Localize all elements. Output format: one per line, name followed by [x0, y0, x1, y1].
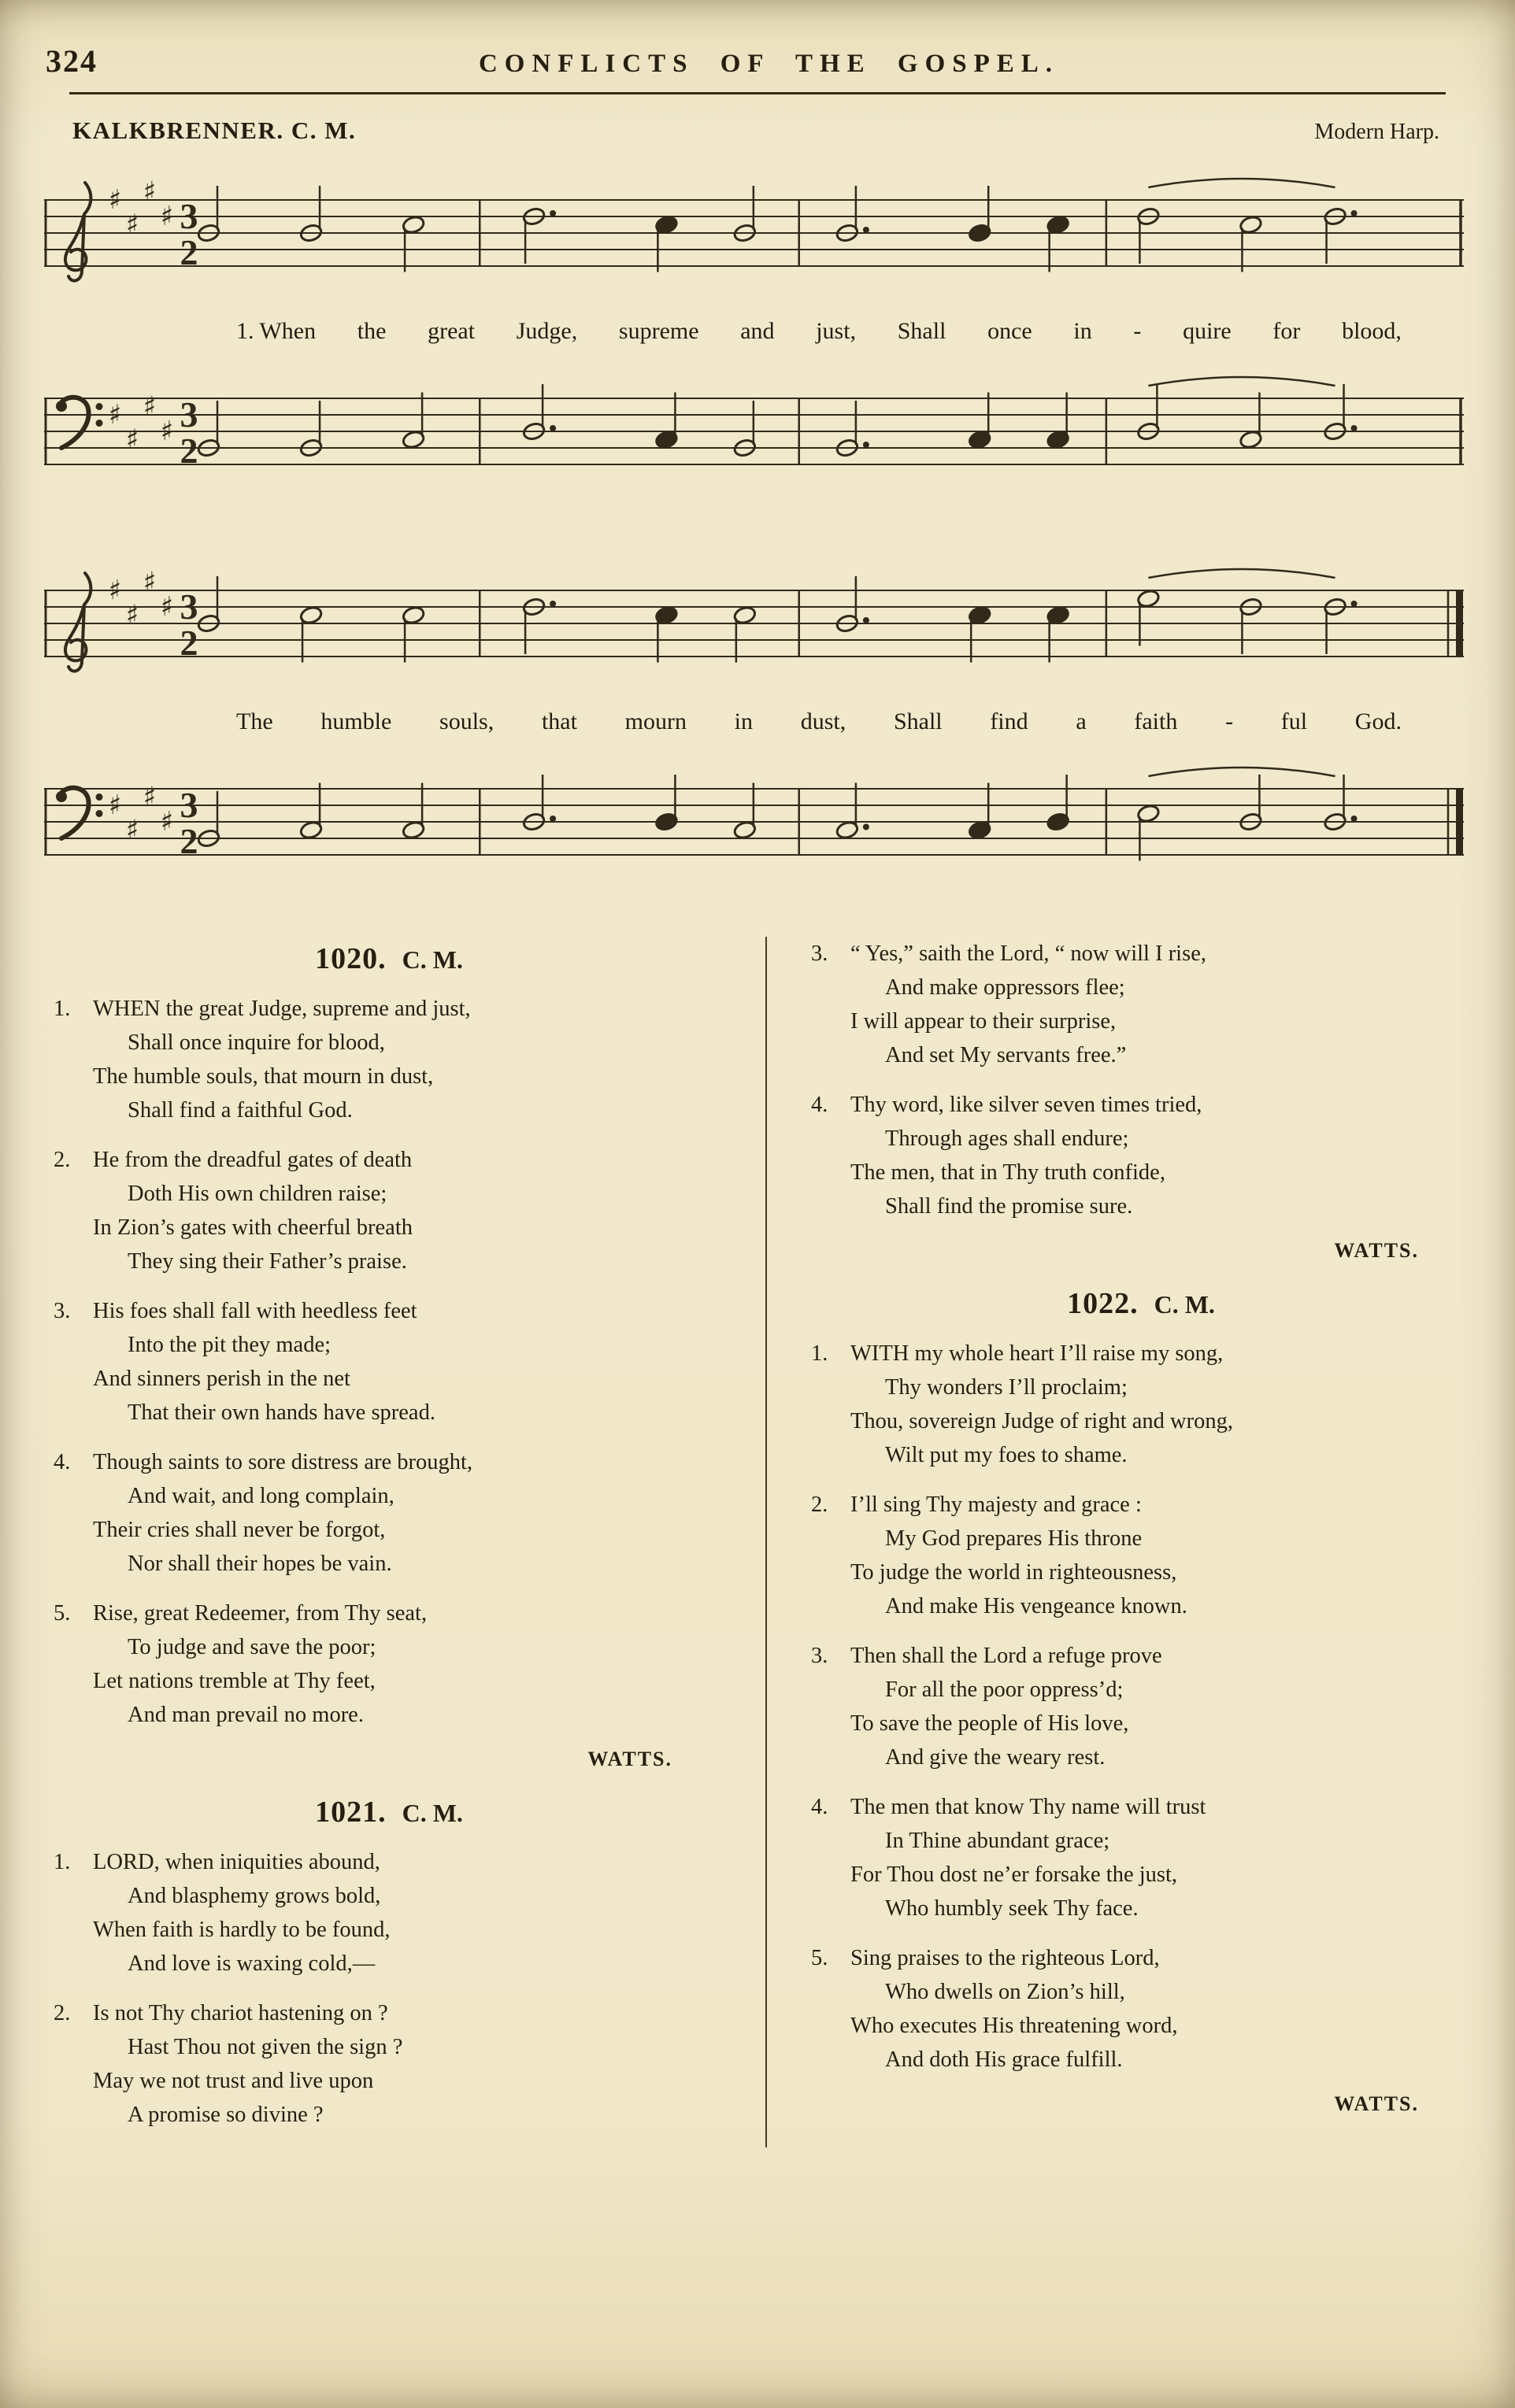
hymn-verse — [49, 1596, 729, 1732]
hymn-number: 1021. — [315, 1796, 387, 1829]
svg-text:♯: ♯ — [143, 781, 157, 813]
verse-number: 2. — [54, 2001, 71, 2025]
verse-number: 4. — [811, 1093, 828, 1117]
lyric-word: blood, — [1342, 318, 1402, 344]
hymn-meter: C. M. — [402, 1799, 463, 1827]
verse-line: LORD, when iniquities abound, — [93, 1850, 380, 1874]
verse-number: 1. — [54, 997, 71, 1021]
svg-text:3: 3 — [180, 586, 198, 627]
hymn-verse — [49, 992, 729, 1127]
hymn-heading — [49, 1795, 729, 1829]
verse-line: May we not trust and live upon — [93, 2069, 374, 2093]
verse-line: I will appear to their surprise, — [850, 1009, 1117, 1034]
attribution: WATTS. — [1334, 1239, 1419, 1262]
verse-line: A promise so divine ? — [128, 2103, 324, 2127]
lyric-word: great — [428, 318, 476, 344]
verse-line: And set My servants free.” — [885, 1043, 1127, 1067]
hymn-text-area — [0, 937, 1515, 2147]
verse-line: Through ages shall endure; — [885, 1126, 1129, 1151]
verse-line: Thou, sovereign Judge of right and wrong, — [850, 1409, 1233, 1433]
verse-line: Rise, great Redeemer, from Thy seat, — [93, 1601, 428, 1626]
verse-line: Sing praises to the righteous Lord, — [850, 1946, 1160, 1970]
hymn-verse — [49, 1143, 729, 1278]
hymn-number: 1022. — [1067, 1287, 1139, 1320]
verse-line: And wait, and long complain, — [128, 1484, 394, 1508]
verse-number: 3. — [811, 941, 828, 966]
hymn-verse — [49, 1294, 729, 1430]
svg-text:3: 3 — [180, 196, 198, 236]
verse-line: And sinners perish in the net — [93, 1367, 350, 1391]
verse-line: Thy wonders I’ll proclaim; — [885, 1375, 1128, 1400]
verse-line: Doth His own children raise; — [128, 1182, 387, 1206]
lyric-word: Shall — [897, 318, 946, 344]
verse-line: Then shall the Lord a refuge prove — [850, 1644, 1162, 1668]
verse-line: And make His vengeance known. — [885, 1594, 1187, 1618]
lyric-word: quire — [1183, 318, 1232, 344]
page-number: 324 — [46, 43, 98, 79]
lyric-word: The — [236, 708, 273, 734]
verse-line: “ Yes,” saith the Lord, “ now will I rise, — [850, 941, 1206, 966]
music-system-1 — [39, 156, 1477, 512]
verse-line: Let nations tremble at Thy feet, — [93, 1669, 376, 1693]
hymn-column-left — [49, 937, 765, 2147]
verse-line: In Zion’s gates with cheerful breath — [93, 1215, 413, 1240]
hymn-verse — [806, 1639, 1476, 1774]
hymn-column-right — [765, 937, 1482, 2147]
hymn-verse — [806, 1488, 1476, 1623]
lyric-word: Shall — [893, 708, 943, 734]
verse-number: 1. — [811, 1341, 828, 1366]
svg-text:♯: ♯ — [160, 201, 174, 232]
svg-text:♯: ♯ — [160, 591, 174, 623]
svg-text:3: 3 — [180, 785, 198, 825]
verse-line: The humble souls, that mourn in dust, — [93, 1064, 434, 1089]
verse-line: He from the dreadful gates of death — [93, 1148, 413, 1172]
svg-text:♯: ♯ — [160, 416, 174, 447]
verse-number: 1. — [54, 1850, 71, 1874]
verse-line: My God prepares His throne — [885, 1526, 1143, 1551]
music-notation — [0, 145, 1515, 902]
attribution: WATTS. — [1334, 2092, 1419, 2115]
tune-title: KALKBRENNER. C. M. — [72, 117, 357, 144]
verse-line: And man prevail no more. — [128, 1703, 364, 1727]
hymn-heading — [806, 1286, 1476, 1321]
verse-number: 2. — [54, 1148, 71, 1172]
svg-text:♯: ♯ — [108, 184, 122, 216]
verse-line: And love is waxing cold,— — [128, 1951, 376, 1976]
hymn-verse — [806, 937, 1476, 1072]
verse-number: 3. — [811, 1644, 828, 1668]
running-header: CONFLICTS OF THE GOSPEL. — [478, 50, 1060, 78]
verse-line: WITH my whole heart I’ll raise my song, — [850, 1341, 1224, 1366]
svg-text:♯: ♯ — [108, 790, 122, 821]
lyric-word: humble — [320, 708, 392, 734]
verse-line: The men that know Thy name will trust — [850, 1795, 1206, 1819]
lyric-word: just, — [816, 318, 857, 344]
verse-line: When faith is hardly to be found, — [93, 1918, 391, 1942]
verse-line: The men, that in Thy truth confide, — [850, 1160, 1165, 1185]
svg-text:2: 2 — [180, 821, 198, 861]
verse-line: And blasphemy grows bold, — [128, 1884, 381, 1908]
verse-number: 3. — [54, 1299, 71, 1323]
verse-line: I’ll sing Thy majesty and grace : — [850, 1493, 1142, 1517]
attribution: WATTS. — [587, 1748, 672, 1770]
svg-text:♯: ♯ — [108, 575, 122, 606]
page-header — [0, 0, 1515, 80]
verse-line: Shall once inquire for blood, — [128, 1030, 385, 1055]
hymn-verse — [806, 1941, 1476, 2077]
verse-line: Wilt put my foes to shame. — [885, 1443, 1128, 1467]
verse-line: And doth His grace fulfill. — [885, 2047, 1123, 2072]
lyric-word: - — [1225, 708, 1234, 734]
verse-number: 5. — [811, 1946, 828, 1970]
lyric-word: that — [541, 708, 577, 734]
lyric-word: and — [740, 318, 775, 344]
lyric-word: - — [1133, 318, 1142, 344]
hymn-verse — [806, 1088, 1476, 1223]
verse-line: Who dwells on Zion’s hill, — [885, 1980, 1125, 2004]
lyric-word: for — [1272, 318, 1301, 344]
lyrics-line-2 — [236, 708, 1402, 735]
lyric-word: in — [1073, 318, 1092, 344]
verse-line: His foes shall fall with heedless feet — [93, 1299, 417, 1323]
verse-line: Who humbly seek Thy face. — [885, 1896, 1139, 1921]
music-system-2 — [39, 546, 1477, 902]
lyric-word: supreme — [618, 318, 699, 344]
bass-staff-2 — [39, 745, 1469, 902]
verse-number: 5. — [54, 1601, 71, 1626]
verse-line: Though saints to sore distress are brought, — [93, 1450, 473, 1474]
hymn-heading — [49, 941, 729, 976]
lyric-word: souls, — [439, 708, 495, 734]
svg-text:2: 2 — [180, 232, 198, 272]
tune-title-row — [0, 94, 1515, 145]
verse-line: Who executes His threatening word, — [850, 2014, 1178, 2038]
hymn-verse — [49, 1445, 729, 1581]
svg-text:2: 2 — [180, 623, 198, 663]
hymn-number: 1020. — [315, 942, 387, 975]
hymn-verse — [806, 1790, 1476, 1925]
lyric-word: ful — [1280, 708, 1308, 734]
svg-text:2: 2 — [180, 431, 198, 471]
svg-text:3: 3 — [180, 394, 198, 435]
svg-text:♯: ♯ — [143, 566, 157, 598]
verse-number: 4. — [811, 1795, 828, 1819]
verse-line: WHEN the great Judge, supreme and just, — [93, 997, 471, 1021]
verse-line: Nor shall their hopes be vain. — [128, 1552, 392, 1576]
lyric-word: a — [1076, 708, 1087, 734]
verse-line: Shall find the promise sure. — [885, 1194, 1133, 1219]
lyric-word: God. — [1354, 708, 1402, 734]
verse-line: Their cries shall never be forgot, — [93, 1518, 386, 1542]
treble-staff-1 — [39, 156, 1469, 313]
lyric-word: 1. When — [236, 318, 317, 344]
verse-line: For all the poor oppress’d; — [885, 1677, 1124, 1702]
lyric-word: the — [357, 318, 387, 344]
lyric-word: mourn — [624, 708, 687, 734]
svg-text:♯: ♯ — [143, 176, 157, 208]
treble-staff-2 — [39, 546, 1469, 704]
verse-line: In Thine abundant grace; — [885, 1829, 1110, 1853]
hymn-verse — [806, 1337, 1476, 1472]
verse-line: To judge the world in righteousness, — [850, 1560, 1177, 1585]
verse-line: They sing their Father’s praise. — [128, 1249, 407, 1274]
verse-line: And make oppressors flee; — [885, 975, 1125, 1000]
verse-line: Is not Thy chariot hastening on ? — [93, 2001, 388, 2025]
verse-line: To save the people of His love, — [850, 1711, 1129, 1736]
bass-staff-1 — [39, 354, 1469, 512]
verse-number: 2. — [811, 1493, 828, 1517]
hymn-verse — [49, 1845, 729, 1981]
hymn-meter: C. M. — [402, 945, 463, 974]
svg-text:♯: ♯ — [143, 390, 157, 423]
svg-text:♯: ♯ — [125, 424, 139, 456]
lyric-word: Judge, — [516, 318, 578, 344]
verse-line: Thy word, like silver seven times tried, — [850, 1093, 1202, 1117]
lyrics-line-1 — [236, 318, 1402, 345]
verse-line: For Thou dost ne’er forsake the just, — [850, 1862, 1178, 1887]
hymn-meter: C. M. — [1154, 1290, 1215, 1319]
lyric-word: faith — [1134, 708, 1178, 734]
verse-line: To judge and save the poor; — [128, 1635, 376, 1659]
svg-text:♯: ♯ — [125, 814, 139, 846]
verse-line: Shall find a faithful God. — [128, 1098, 353, 1123]
verse-line: And give the weary rest. — [885, 1745, 1106, 1770]
svg-text:♯: ♯ — [125, 209, 139, 241]
verse-line: That their own hands have spread. — [128, 1400, 435, 1425]
svg-text:♯: ♯ — [160, 806, 174, 838]
lyric-word: dust, — [800, 708, 846, 734]
verse-line: Hast Thou not given the sign ? — [128, 2035, 403, 2059]
verse-line: Into the pit they made; — [128, 1333, 332, 1357]
tune-source: Modern Harp. — [1314, 120, 1439, 144]
lyric-word: once — [987, 318, 1032, 344]
lyric-word: in — [734, 708, 754, 734]
svg-text:♯: ♯ — [108, 399, 122, 431]
hymn-verse — [49, 1996, 729, 2132]
verse-number: 4. — [54, 1450, 71, 1474]
lyric-word: find — [990, 708, 1028, 734]
svg-text:♯: ♯ — [125, 599, 139, 631]
